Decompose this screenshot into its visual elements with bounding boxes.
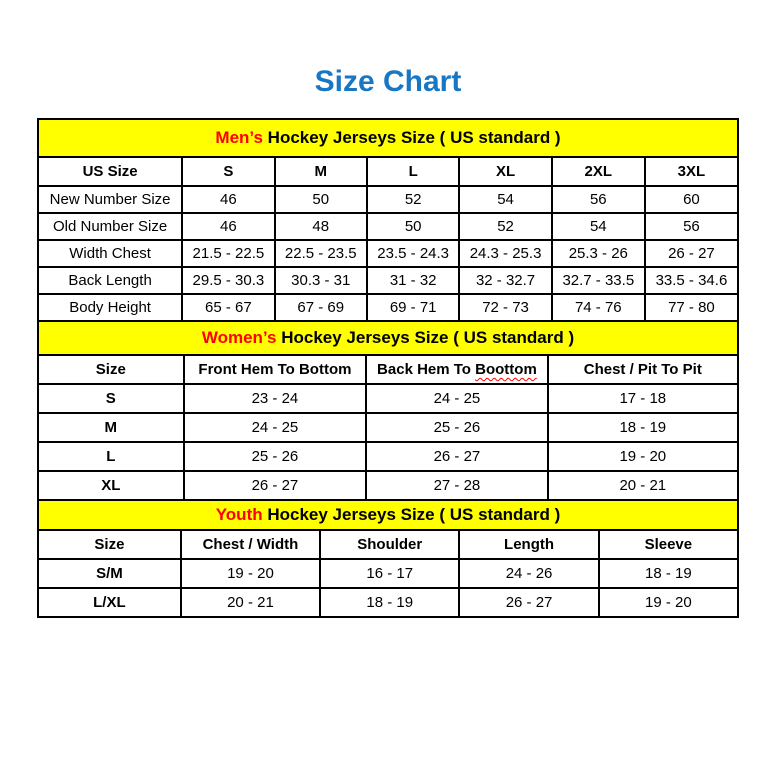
mens-section-title-rest: Hockey Jerseys Size ( US standard ) [262, 128, 561, 147]
youth-header-cell: Chest / Width [181, 530, 320, 559]
mens-header-cell: M [275, 157, 367, 186]
mens-cell: 52 [367, 186, 459, 213]
mens-cell: 77 - 80 [645, 294, 738, 321]
youth-cell: 18 - 19 [320, 588, 459, 617]
mens-cell: 46 [182, 213, 274, 240]
youth-cell: 24 - 26 [459, 559, 598, 588]
youth-row-label: L/XL [38, 588, 181, 617]
mens-cell: 46 [182, 186, 274, 213]
womens-section-title-accent: Women’s [201, 328, 277, 347]
mens-cell: 48 [275, 213, 367, 240]
youth-row [38, 559, 738, 588]
mens-header-cell: S [182, 157, 274, 186]
mens-cell: 31 - 32 [367, 267, 459, 294]
womens-header-cell: Back Hem To Boottom [366, 355, 547, 384]
youth-cell: 18 - 19 [599, 559, 738, 588]
mens-cell: 65 - 67 [182, 294, 274, 321]
mens-cell: 23.5 - 24.3 [367, 240, 459, 267]
mens-cell: 74 - 76 [552, 294, 645, 321]
mens-row-label: Old Number Size [38, 213, 182, 240]
womens-row [38, 384, 738, 413]
womens-row-label: XL [38, 471, 184, 500]
mens-row-label: New Number Size [38, 186, 182, 213]
womens-cell: 17 - 18 [548, 384, 738, 413]
womens-cell: 19 - 20 [548, 442, 738, 471]
youth-section-title [37, 499, 739, 531]
womens-cell: 24 - 25 [366, 384, 547, 413]
youth-row [38, 588, 738, 617]
mens-cell: 60 [645, 186, 738, 213]
mens-cell: 26 - 27 [645, 240, 738, 267]
youth-cell: 19 - 20 [181, 559, 320, 588]
youth-header-cell: Size [38, 530, 181, 559]
mens-cell: 72 - 73 [459, 294, 551, 321]
mens-cell: 50 [367, 213, 459, 240]
mens-cell: 52 [459, 213, 551, 240]
womens-table [37, 354, 739, 501]
mens-header-row [38, 157, 738, 186]
mens-header-cell: 3XL [645, 157, 738, 186]
mens-row-label: Back Length [38, 267, 182, 294]
womens-cell: 26 - 27 [184, 471, 367, 500]
mens-section-title-accent: Men’s [215, 128, 263, 147]
womens-header-cell: Size [38, 355, 184, 384]
mens-cell: 30.3 - 31 [275, 267, 367, 294]
womens-row-label: L [38, 442, 184, 471]
womens-header-cell: Chest / Pit To Pit [548, 355, 738, 384]
womens-row-label: M [38, 413, 184, 442]
youth-table [37, 529, 739, 618]
mens-cell: 56 [552, 186, 645, 213]
mens-row-label: Body Height [38, 294, 182, 321]
mens-cell: 21.5 - 22.5 [182, 240, 274, 267]
womens-cell: 24 - 25 [184, 413, 367, 442]
mens-cell: 32 - 32.7 [459, 267, 551, 294]
youth-cell: 20 - 21 [181, 588, 320, 617]
mens-row [38, 213, 738, 240]
youth-header-cell: Shoulder [320, 530, 459, 559]
womens-row [38, 442, 738, 471]
mens-row-label: Width Chest [38, 240, 182, 267]
mens-cell: 56 [645, 213, 738, 240]
womens-cell: 25 - 26 [366, 413, 547, 442]
womens-row [38, 413, 738, 442]
youth-header-cell: Sleeve [599, 530, 738, 559]
mens-section-title [37, 118, 739, 158]
mens-cell: 29.5 - 30.3 [182, 267, 274, 294]
youth-section-title-accent: Youth [215, 505, 263, 524]
youth-row-label: S/M [38, 559, 181, 588]
size-chart [37, 118, 739, 618]
mens-cell: 54 [459, 186, 551, 213]
mens-cell: 33.5 - 34.6 [645, 267, 738, 294]
youth-header-cell: Length [459, 530, 598, 559]
womens-row-label: S [38, 384, 184, 413]
page-title: Size Chart [314, 65, 462, 98]
mens-cell: 22.5 - 23.5 [275, 240, 367, 267]
womens-cell: 26 - 27 [366, 442, 547, 471]
womens-cell: 23 - 24 [184, 384, 367, 413]
mens-cell: 67 - 69 [275, 294, 367, 321]
mens-row [38, 240, 738, 267]
mens-header-cell: US Size [38, 157, 182, 186]
mens-cell: 25.3 - 26 [552, 240, 645, 267]
mens-header-cell: 2XL [552, 157, 645, 186]
mens-row [38, 294, 738, 321]
womens-section-title-rest: Hockey Jerseys Size ( US standard ) [276, 328, 575, 347]
misspelled-word: Boottom [475, 361, 537, 378]
womens-header-row [38, 355, 738, 384]
youth-cell: 19 - 20 [599, 588, 738, 617]
womens-cell: 20 - 21 [548, 471, 738, 500]
womens-cell: 18 - 19 [548, 413, 738, 442]
womens-cell: 27 - 28 [366, 471, 547, 500]
mens-header-cell: L [367, 157, 459, 186]
mens-cell: 54 [552, 213, 645, 240]
mens-header-cell: XL [459, 157, 551, 186]
youth-section-title-rest: Hockey Jerseys Size ( US standard ) [262, 505, 561, 524]
youth-cell: 26 - 27 [459, 588, 598, 617]
womens-section-title [37, 320, 739, 356]
womens-header-cell: Front Hem To Bottom [184, 355, 367, 384]
youth-cell: 16 - 17 [320, 559, 459, 588]
mens-cell: 69 - 71 [367, 294, 459, 321]
mens-cell: 50 [275, 186, 367, 213]
womens-cell: 25 - 26 [184, 442, 367, 471]
mens-row [38, 267, 738, 294]
youth-header-row [38, 530, 738, 559]
mens-table [37, 156, 739, 322]
mens-cell: 24.3 - 25.3 [459, 240, 551, 267]
mens-row [38, 186, 738, 213]
womens-row [38, 471, 738, 500]
mens-cell: 32.7 - 33.5 [552, 267, 645, 294]
